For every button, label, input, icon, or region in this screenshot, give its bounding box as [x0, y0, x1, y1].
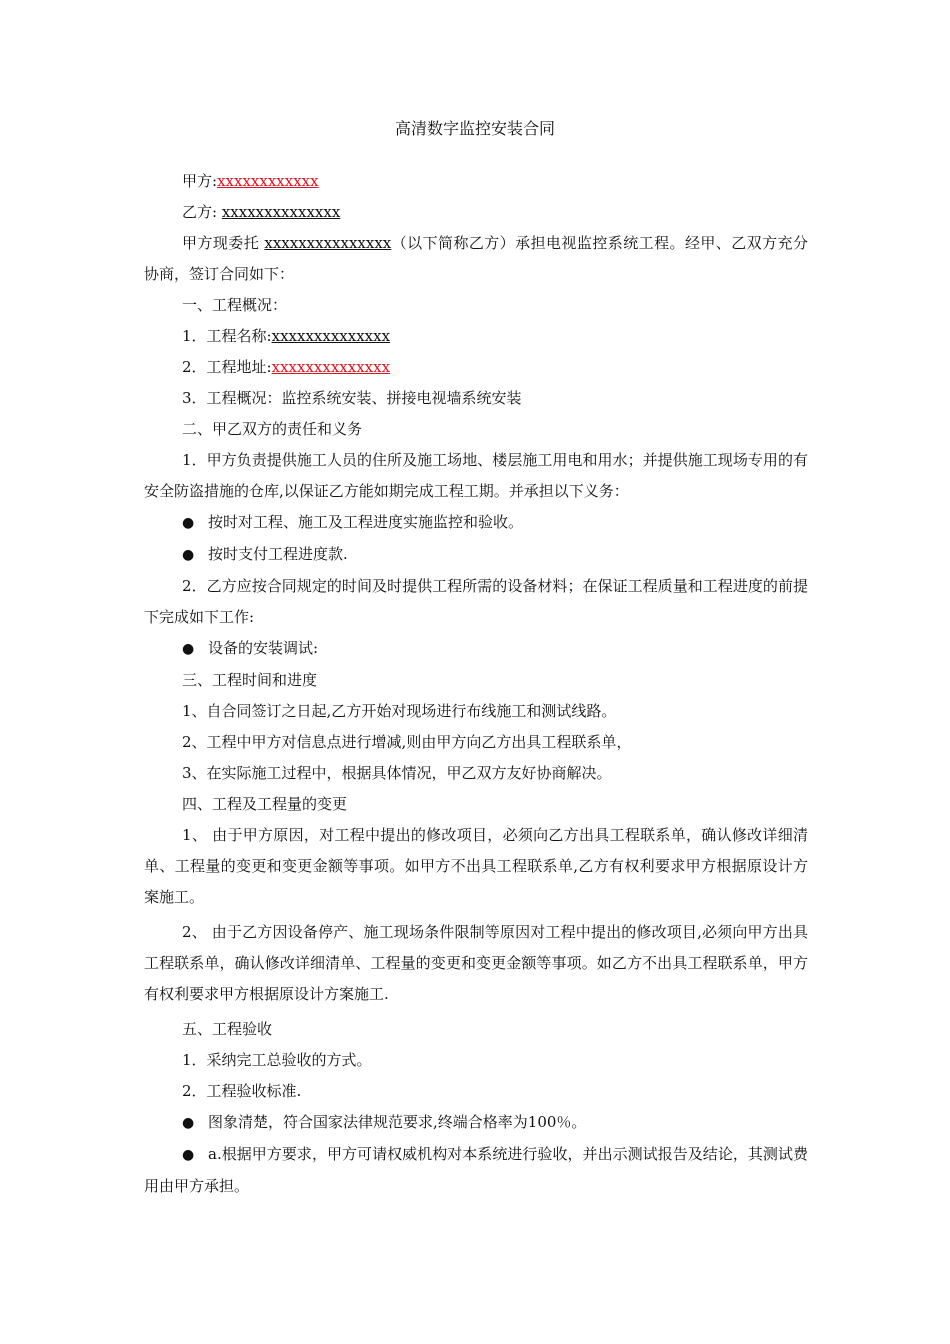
bullet-icon: ●	[182, 547, 195, 563]
bullet-icon: ●	[182, 641, 195, 657]
schedule-line-3: 3、在实际施工过程中，根据具体情况，甲乙双方友好协商解决。	[182, 764, 612, 782]
document-body	[144, 166, 808, 1202]
section-5-heading: 五、工程验收	[182, 1020, 273, 1038]
bullet-item: ● 图象清楚，符合国家法律规范要求,终端合格率为100％。	[144, 1107, 808, 1139]
acceptance-line-2: 2．工程验收标准.	[182, 1082, 302, 1100]
party-a-line: 甲方:xxxxxxxxxxxx	[182, 172, 319, 190]
bullet-item: ● 按时对工程、施工及工程进度实施监控和验收。	[144, 507, 808, 539]
project-address-line: 2．工程地址:xxxxxxxxxxxxxx	[182, 358, 391, 376]
project-name-value: xxxxxxxxxxxxxx	[271, 327, 391, 345]
change-paragraph-1: 1、 由于甲方原因，对工程中提出的修改项目，必须向乙方出具工程联系单，确认修改详细清单、工程量的变更和变更金额等事项。如甲方不出具工程联系单,乙方有权利要求甲方根据原设计方案施工。	[144, 826, 808, 906]
section-2-paragraph-1: 1．甲方负责提供施工人员的住所及施工场地、楼层施工用电和用水；并提供施工现场专用的有安全防盗措施的仓库,以保证乙方能如期完成工程工期。并承担以下义务：	[144, 451, 808, 500]
party-a-value: xxxxxxxxxxxx	[217, 172, 319, 190]
party-b-value: xxxxxxxxxxxxxx	[221, 203, 341, 221]
section-2-heading: 二、甲乙双方的责任和义务	[182, 420, 363, 438]
section-1-heading: 一、工程概况：	[182, 296, 288, 314]
bullet-icon: ●	[182, 1115, 195, 1131]
schedule-line-2: 2、工程中甲方对信息点进行增减,则由甲方向乙方出具工程联系单，	[182, 733, 632, 751]
document-title: 高清数字监控安装合同	[394, 119, 555, 138]
acceptance-bullet-paragraph: ● a.根据甲方要求，甲方可请权威机构对本系统进行验收，并出示测试报告及结论，其测试费用由甲方承担。	[144, 1139, 808, 1202]
change-paragraph-2: 2、 由于乙方因设备停产、施工现场条件限制等原因对工程中提出的修改项目,必须向甲方出具工程联系单，确认修改详细清单、工程量的变更和变更金额等事项。如乙方不出具工程联系单，甲方有权利要求甲方根据原设计方案施工.	[144, 923, 808, 1003]
bullet-item: ● 按时支付工程进度款.	[144, 539, 808, 571]
bullet-item: ● 设备的安装调试:	[144, 633, 808, 665]
bullet-icon: ●	[182, 515, 195, 531]
acceptance-line-1: 1．采纳完工总验收的方式。	[182, 1051, 372, 1069]
project-name-line: 1．工程名称:xxxxxxxxxxxxxx	[182, 327, 391, 345]
intro-paragraph: 甲方现委托 xxxxxxxxxxxxxxx（以下简称乙方）承担电视监控系统工程。经甲、乙双方充分协商，签订合同如下：	[144, 234, 808, 283]
project-overview-line: 3．工程概况：监控系统安装、拼接电视墙系统安装	[182, 389, 522, 407]
bullet-icon: ●	[182, 1147, 195, 1163]
intro-party-b-value: xxxxxxxxxxxxxxx	[264, 234, 392, 252]
party-b-line: 乙方: xxxxxxxxxxxxxx	[182, 203, 341, 221]
project-address-value: xxxxxxxxxxxxxx	[271, 358, 391, 376]
section-2-paragraph-2: 2．乙方应按合同规定的时间及时提供工程所需的设备材料；在保证工程质量和工程进度的前提下完成如下工作:	[144, 577, 808, 626]
schedule-line-1: 1、自合同签订之日起,乙方开始对现场进行布线施工和测试线路。	[182, 702, 617, 720]
section-4-heading: 四、工程及工程量的变更	[182, 795, 348, 813]
section-3-heading: 三、工程时间和进度	[182, 671, 318, 689]
